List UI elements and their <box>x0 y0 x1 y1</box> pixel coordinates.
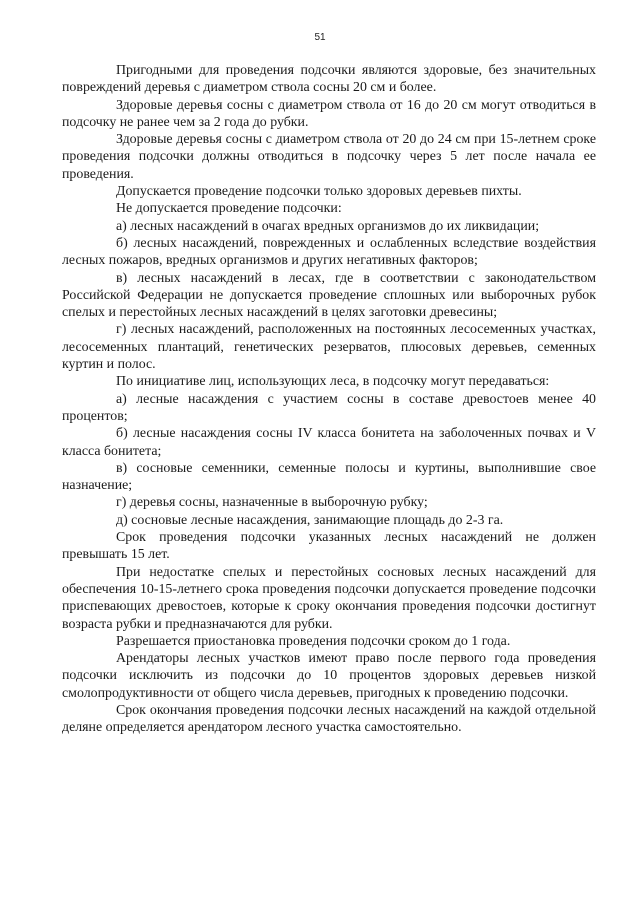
document-body <box>62 62 596 737</box>
paragraph: При недостатке спелых и перестойных сосновых лесных насаждений для обеспечения 10-15-летнего срока проведения подсочки допускается проведение подсочки приспевающих древостоев, которые к сроку окончания проведения подсочки достигнут возраста рубки и предназначаются для рубки. <box>62 564 596 632</box>
list-item: а) лесных насаждений в очагах вредных организмов до их ликвидации; <box>116 218 540 234</box>
list-item: б) лесные насаждения сосны IV класса бонитета на заболоченных почвах и V класса бонитета; <box>62 426 596 459</box>
page-number: 51 <box>314 32 326 43</box>
paragraph: Здоровые деревья сосны с диаметром ствола от 20 до 24 см при 15-летнем сроке проведения подсочки должны отводиться в подсочку через 5 лет после начала ее проведения. <box>62 132 596 182</box>
paragraph: Срок окончания проведения подсочки лесных насаждений на каждой отдельной деляне определяется арендатором лесного участка самостоятельно. <box>62 702 596 736</box>
paragraph: Разрешается приостановка проведения подсочки сроком до 1 года. <box>116 633 511 649</box>
paragraph: Допускается проведение подсочки только здоровых деревьев пихты. <box>116 184 522 200</box>
list-item: в) сосновые семенники, семенные полосы и куртины, выполнившие свое назначение; <box>62 460 596 494</box>
list-item: г) деревья сосны, назначенные в выборочную рубку; <box>116 495 428 511</box>
paragraph: Арендаторы лесных участков имеют право после первого года проведения подсочки исключить из подсочки до 10 процентов здоровых деревьев низкой смолопродуктивности от общего числа деревьев, пригодных к проведению подсочки. <box>62 651 596 701</box>
paragraph: Не допускается проведение подсочки: <box>116 201 342 217</box>
paragraph: Пригодными для проведения подсочки являются здоровые, без значительных повреждений деревья с диаметром ствола сосны 20 см и более. <box>62 63 596 96</box>
list-item: д) сосновые лесные насаждения, занимающие площадь до 2-3 га. <box>116 512 504 528</box>
paragraph: Здоровые деревья сосны с диаметром ствола от 16 до 20 см могут отводиться в подсочку не ранее чем за 2 года до рубки. <box>62 97 596 130</box>
list-item: а) лесные насаждения с участием сосны в составе древостоев менее 40 процентов; <box>62 391 596 424</box>
list-item: б) лесных насаждений, поврежденных и ослабленных вследствие воздействия лесных пожаров, вредных организмов и других негативных факторов; <box>62 235 596 269</box>
list-item: в) лесных насаждений в лесах, где в соответствии с законодательством Российской Федерации не допускается проведение сплошных или выборочных рубок спелых и перестойных лесных насаждений в целях заготовки древесины; <box>62 270 596 321</box>
paragraph: По инициативе лиц, использующих леса, в подсочку могут передаваться: <box>116 374 550 390</box>
paragraph: Срок проведения подсочки указанных лесных насаждений не должен превышать 15 лет. <box>62 530 596 563</box>
list-item: г) лесных насаждений, расположенных на постоянных лесосеменных участках, лесосеменных плантаций, генетических резерватов, плюсовых деревьев, семенных куртин и полос. <box>62 322 596 373</box>
